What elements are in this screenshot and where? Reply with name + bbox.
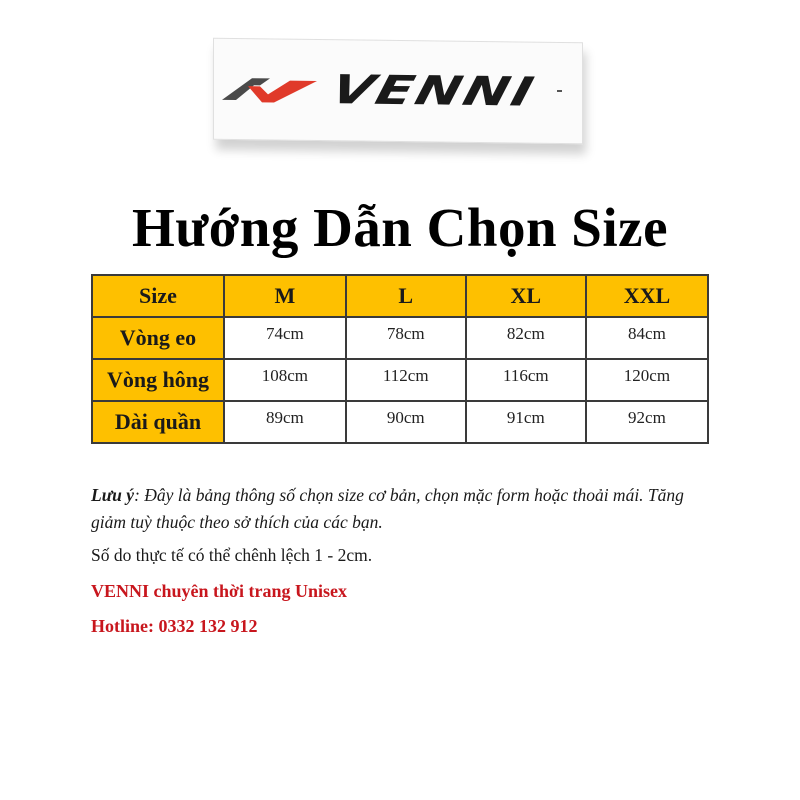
logo-card	[213, 38, 583, 145]
header-l: L	[346, 275, 466, 317]
table-cell: 82cm	[466, 317, 586, 359]
size-chart-table	[91, 274, 709, 444]
header-m: M	[224, 275, 346, 317]
row-label-length: Dài quần	[92, 401, 224, 443]
table-cell: 89cm	[224, 401, 346, 443]
size-note	[91, 482, 711, 536]
table-row	[92, 401, 708, 443]
trademark-mark	[557, 90, 562, 92]
table-cell: 92cm	[586, 401, 708, 443]
row-label-hip: Vòng hông	[92, 359, 224, 401]
notes-section	[91, 482, 711, 638]
header-xxl: XXL	[586, 275, 708, 317]
brand-wordmark: VENNI	[326, 67, 541, 116]
variance-note: Số do thực tế có thể chênh lệch 1 - 2cm.	[91, 545, 373, 565]
header-size: Size	[92, 275, 224, 317]
venni-chevron-logo-icon	[222, 74, 317, 105]
table-row	[92, 359, 708, 401]
logo-banner	[213, 40, 587, 152]
table-cell: 90cm	[346, 401, 466, 443]
table-cell: 116cm	[466, 359, 586, 401]
hotline: Hotline: 0332 132 912	[91, 616, 258, 636]
note-lead: Lưu ý	[91, 485, 135, 505]
table-cell: 74cm	[224, 317, 346, 359]
note-text: : Đây là bảng thông số chọn size cơ bản, chọn mặc form hoặc thoải mái. Tăng giảm tuỳ thuộc theo sở thích của các bạn.	[91, 485, 684, 532]
table-header-row	[92, 275, 708, 317]
table-cell: 108cm	[224, 359, 346, 401]
table-cell: 84cm	[586, 317, 708, 359]
brand-tagline: VENNI chuyên thời trang Unisex	[91, 581, 347, 601]
table-cell: 112cm	[346, 359, 466, 401]
row-label-waist: Vòng eo	[92, 317, 224, 359]
page-title: Hướng Dẫn Chọn Size	[132, 197, 668, 258]
table-row	[92, 317, 708, 359]
table-cell: 120cm	[586, 359, 708, 401]
header-xl: XL	[466, 275, 586, 317]
table-cell: 91cm	[466, 401, 586, 443]
table-cell: 78cm	[346, 317, 466, 359]
